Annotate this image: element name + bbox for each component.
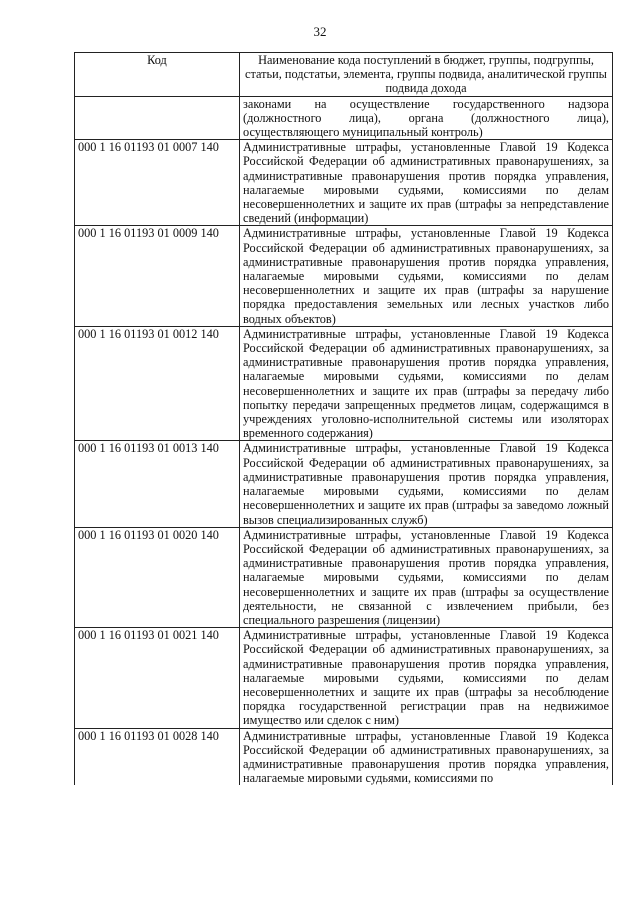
table-cell-name: Административные штрафы, установленные Главой 19 Кодекса Российской Федерации об административных правонарушениях, за административные правонарушения против порядка управления, налагаемые мировыми судьями, комиссиями по делам несовершеннолетних и защите их прав (штрафы за передачу либо попытку передачи запрещенных предметов лицам, содержащимся в учреждениях уголовно-исполнительной системы или изоляторах временного содержания) xyxy=(240,326,613,441)
table-row xyxy=(75,628,613,728)
table-cell-name xyxy=(240,728,613,785)
table-header-row xyxy=(75,53,613,97)
table-row xyxy=(75,226,613,326)
table-cell-code: 000 1 16 01193 01 0009 140 xyxy=(75,226,240,326)
header-code: Код xyxy=(75,53,240,97)
budget-codes-table xyxy=(74,52,613,785)
table-row-continuation xyxy=(75,96,613,140)
table-row xyxy=(75,326,613,441)
table-cell-name: законами на осуществление государственного надзора (должностного лица), органа (должностного лица), осуществляющего муниципальный контроль) xyxy=(240,96,613,140)
table-cell-code-empty xyxy=(75,96,240,140)
table-row xyxy=(75,527,613,627)
table-row xyxy=(75,728,613,785)
table-cell-name: Административные штрафы, установленные Главой 19 Кодекса Российской Федерации об административных правонарушениях, за административные правонарушения против порядка управления, налагаемые мировыми судьями, комиссиями по делам несовершеннолетних и защите их прав (штрафы за нарушение порядка предоставления земельных или лесных участков либо водных объектов) xyxy=(240,226,613,326)
table-cell-code: 000 1 16 01193 01 0020 140 xyxy=(75,527,240,627)
table-row xyxy=(75,441,613,527)
page-number: 32 xyxy=(313,24,327,39)
table-row xyxy=(75,140,613,226)
table-cell-code: 000 1 16 01193 01 0007 140 xyxy=(75,140,240,226)
header-name: Наименование кода поступлений в бюджет, группы, подгруппы, статьи, подстатьи, элемента, группы подвида, аналитической группы подвида дохода xyxy=(240,53,613,97)
table-cell-name: Административные штрафы, установленные Главой 19 Кодекса Российской Федерации об административных правонарушениях, за административные правонарушения против порядка управления, налагаемые мировыми судьями, комиссиями по делам несовершеннолетних и защите их прав (штрафы за осуществление деятельности, не связанной с извлечением прибыли, без специального разрешения (лицензии) xyxy=(240,527,613,627)
table-cell-name-text: Административные штрафы, установленные Главой 19 Кодекса Российской Федерации об административных правонарушениях, за административные правонарушения против порядка управления, налагаемые мировыми судьями, комиссиями по xyxy=(243,728,609,786)
table-cell-code: 000 1 16 01193 01 0012 140 xyxy=(75,326,240,441)
table-cell-name: Административные штрафы, установленные Главой 19 Кодекса Российской Федерации об административных правонарушениях, за административные правонарушения против порядка управления, налагаемые мировыми судьями, комиссиями по делам несовершеннолетних и защите их прав (штрафы за несоблюдение порядка государственной регистрации прав на недвижимое имущество или сделок с ним) xyxy=(240,628,613,728)
table-cell-name: Административные штрафы, установленные Главой 19 Кодекса Российской Федерации об административных правонарушениях, за административные правонарушения против порядка управления, налагаемые мировыми судьями, комиссиями по делам несовершеннолетних и защите их прав (штрафы за непредставление сведений (информации) xyxy=(240,140,613,226)
table-cell-name: Административные штрафы, установленные Главой 19 Кодекса Российской Федерации об административных правонарушениях, за административные правонарушения против порядка управления, налагаемые мировыми судьями, комиссиями по делам несовершеннолетних и защите их прав (штрафы за заведомо ложный вызов специализированных служб) xyxy=(240,441,613,527)
table-cell-code: 000 1 16 01193 01 0021 140 xyxy=(75,628,240,728)
table-cell-code: 000 1 16 01193 01 0028 140 xyxy=(75,728,240,785)
table-cell-code: 000 1 16 01193 01 0013 140 xyxy=(75,441,240,527)
